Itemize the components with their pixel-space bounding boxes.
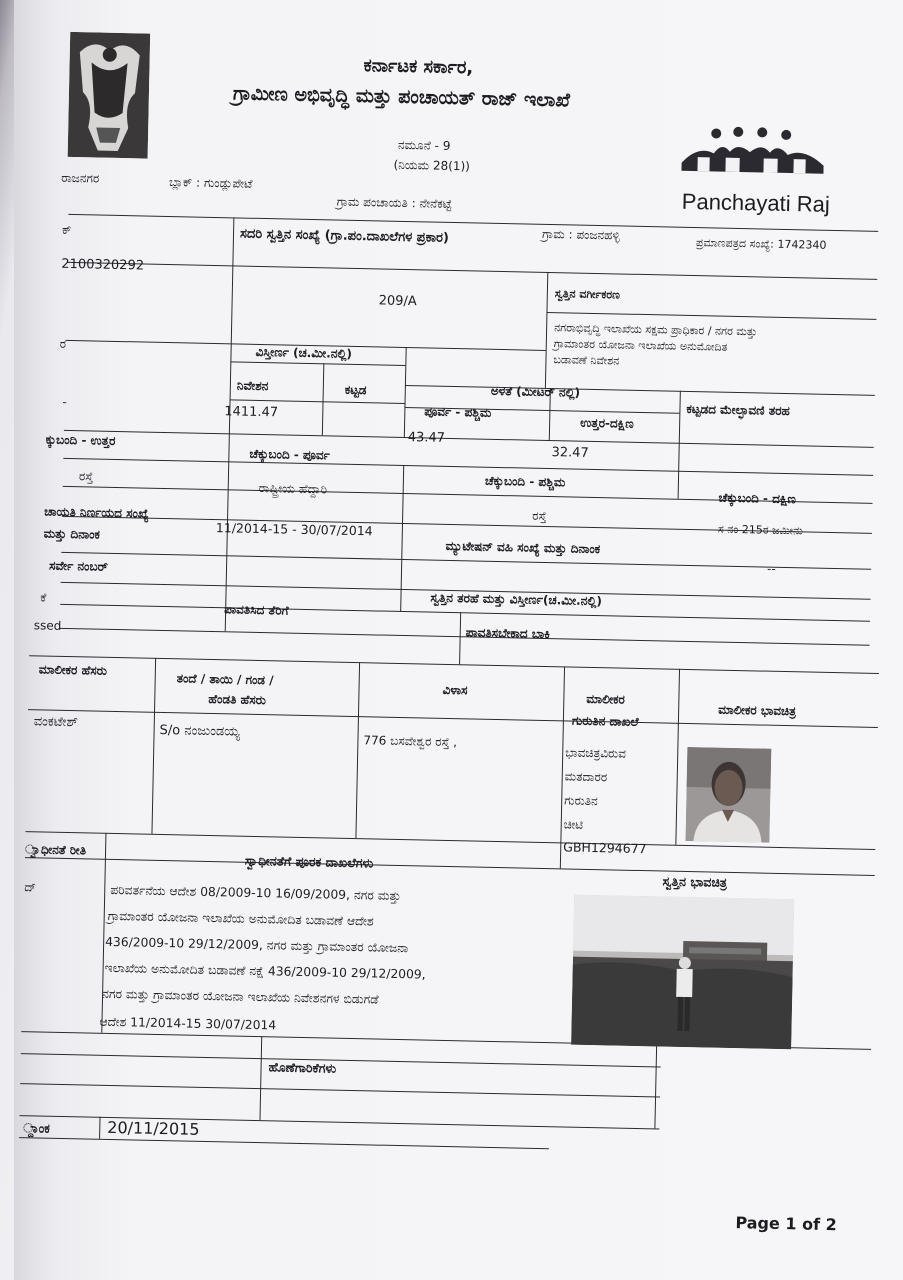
- tax-due-label: ಪಾವತಿಸಬೇಕಾದ ಬಾಕಿ: [465, 625, 550, 642]
- docs-line-2: ಗ್ರಾಮಾಂತರ ಯೋಜನಾ ಇಲಾಖೆಯ ಅನುಮೋದಿತ ಬಡಾವಣೆ ಆದೇಶ: [107, 908, 374, 929]
- classification-line-3: ಬಡಾವಣೆ ನಿವೇಶನ: [553, 353, 620, 368]
- liabilities-label: ಹೊಣೆಗಾರಿಕೆಗಳು: [268, 1059, 337, 1076]
- owner-id-line-3: ಗುರುತಿನ: [564, 793, 598, 809]
- property-photo-label: ಸ್ವತ್ತಿನ ಭಾವಚಿತ್ರ: [662, 873, 728, 890]
- east-boundary-value: ರಾಷ್ಟ್ರೀಯ ಹೆದ್ದಾರಿ: [258, 480, 328, 497]
- dimension-label: ಅಳತೆ (ಮೀಟರ್ ನಲ್ಲಿ): [490, 383, 581, 400]
- building-label: ಕಟ್ಟಡ: [344, 382, 367, 398]
- resolution-label-1: ಚಾಯತಿ ನಿರ್ಣಯದ ಸಂಖ್ಯೆ: [44, 504, 149, 521]
- classification-line-1: ನಗರಾಭಿವೃದ್ಧಿ ಇಲಾಖೆಯ ಸಕ್ಷಮ ಪ್ರಾಧಿಕಾರ / ನಗರ ಮತ್ತು: [554, 321, 758, 339]
- north-boundary-label: ಕ್ಕುಬಂದಿ - ಉತ್ತರ: [45, 432, 116, 448]
- address-value: 776 ಬಸವೇಶ್ವರ ರಸ್ತೆ ,: [363, 733, 458, 750]
- gram-panchayat: ಗ್ರಾಮ ಪಂಚಾಯತಿ : ನೇನೆಕಟ್ಟೆ: [336, 194, 453, 211]
- area-label: ವಿಸ್ತೀರ್ಣ (ಚ.ಮೀ.ನಲ್ಲಿ): [255, 344, 353, 361]
- site-label: ನಿವೇಶನ: [236, 378, 269, 394]
- east-boundary-label: ಚೆಕ್ಕುಬಂದಿ - ಪೂರ್ವ: [249, 446, 330, 463]
- docs-line-1: ಪರಿವರ್ತನೆಯ ಆದೇಶ 08/2009-10 16/09/2009, ನಗರ ಮತ್ತು: [110, 882, 402, 904]
- docs-line-6: ಆದೇಶ 11/2014-15 30/07/2014: [99, 1014, 277, 1033]
- owner-name-value: ವಂಕಟೇಶ್: [33, 714, 79, 731]
- village-name: ಗ್ರಾಮ : ಪಂಜನಹಳ್ಳಿ: [541, 226, 620, 243]
- owner-id-line-2: ಮತದಾರರ: [564, 769, 608, 785]
- property-photo: [571, 895, 794, 1050]
- block-name: ಬ್ಲಾಕ್ : ಗುಂಡ್ಲುಪೇಟೆ: [168, 175, 253, 191]
- east-west-label: ಪೂರ್ವ - ಪಶ್ಚಿಮ: [424, 404, 492, 420]
- south-boundary-label: ಚೆಕ್ಕುಬಂದಿ - ದಕ್ಷಿಣ: [718, 490, 797, 507]
- relation-label-1: ತಂದೆ / ತಾಯಿ / ಗಂಡ /: [176, 671, 274, 688]
- classification-label: ಸ್ವತ್ತಿನ ವರ್ಗೀಕರಣ: [554, 287, 621, 302]
- address-label: ವಿಳಾಸ: [442, 682, 468, 698]
- ownership-mode-label: ್ವಾಧೀನತೆ ರೀತಿ: [24, 842, 87, 858]
- north-boundary-value: ರಸ್ತೆ: [78, 469, 94, 484]
- owner-id-number: GBH1294677: [563, 839, 647, 857]
- left-fragment-k: ಕೆ: [40, 590, 47, 605]
- east-west-value: 43.47: [407, 430, 446, 446]
- west-boundary-label: ಚೆಕ್ಕುಬಂದಿ - ಪಶ್ಚಿಮ: [484, 473, 566, 490]
- relation-value: S/o ನಂಜುಂಡಯ್ಯ: [159, 722, 241, 740]
- supporting-docs-label: ಸ್ವಾಧೀನತೆಗೆ ಪೂರಕ ದಾಖಲೆಗಳು: [244, 852, 374, 871]
- page-number: Page 1 of 2: [735, 1213, 837, 1235]
- classification-line-2: ಗ್ರಾಮಾಂತರ ಯೋಜನಾ ಇಲಾಖೆಯ ಅನುಮೋದಿತ: [553, 337, 728, 354]
- property-type-label: ಸ್ವತ್ತಿನ ತರಹೆ ಮತ್ತು ವಿಸ್ತೀರ್ಣ(ಚ.ಮೀ.ನಲ್ಲಿ): [430, 590, 603, 609]
- owner-id-label-1: ಮಾಲೀಕರ: [586, 691, 626, 707]
- certificate-number: ಪ್ರಮಾಣಪತ್ರದ ಸಂಖ್ಯೆ: 1742340: [695, 236, 827, 252]
- owner-photo: [685, 747, 771, 843]
- owner-photo-label: ಮಾಲೀಕರ ಭಾವಚಿತ್ರ: [718, 702, 797, 719]
- site-area-value: 1411.47: [224, 404, 279, 421]
- owner-id-label-2: ಗುರುತಿನ ದಾಖಲೆ: [571, 713, 639, 729]
- north-south-value: 32.47: [551, 445, 589, 461]
- row-fragment-sl: ಕ್: [61, 222, 72, 237]
- department-title: ಗ್ರಾಮೀಣ ಅಭಿವೃದ್ಧಿ ಮತ್ತು ಪಂಚಾಯತ್ ರಾಜ್ ಇಲಾಖೆ: [232, 82, 571, 112]
- tax-paid-label: ಪಾವತಿಸಿದ ತೆರಿಗೆ: [224, 602, 289, 618]
- date-value: 20/11/2015: [107, 1117, 200, 1139]
- ownership-mode-fragment: ದ್: [24, 880, 37, 895]
- resolution-value: 11/2014-15 - 30/07/2014: [215, 520, 373, 539]
- docs-line-5: ನಗರ ಮತ್ತು ಗ್ರಾಮಾಂತರ ಯೋಜನಾ ಇಲಾಖೆಯ ನಿವೇಶನಗಳ ಬಿಡುಗಡೆ: [101, 986, 379, 1007]
- government-title: ಕರ್ನಾಟಕ ಸರ್ಕಾರ,: [363, 55, 474, 79]
- owner-id-line-1: ಭಾವಚಿತ್ರವಿರುವ: [565, 745, 627, 761]
- owner-id-line-4: ಚೀಟಿ: [563, 817, 584, 832]
- mutation-value: --: [766, 561, 776, 576]
- property-id-label: ಸದರಿ ಸ್ವತ್ತಿನ ಸಂಖ್ಯೆ (ಗ್ರಾ.ಪಂ.ದಾಖಲೆಗಳ ಪ್ರಕಾರ): [239, 226, 450, 246]
- mutation-label: ಮ್ಯುಟೇಷನ್ ವಹಿ ಸಂಖ್ಯೆ ಮತ್ತು ದಿನಾಂಕ: [445, 538, 601, 557]
- north-south-label: ಉತ್ತರ-ದಕ್ಷಿಣ: [580, 415, 634, 431]
- date-label: ್ದಾಂಕ: [23, 1120, 51, 1136]
- rule-number: (ನಿಯಮ 28(1)): [393, 157, 471, 174]
- owner-name-label: ಮಾಲೀಕರ ಹೆಸರು: [38, 662, 108, 678]
- property-id-left: 2100320292: [61, 256, 145, 274]
- panchayati-raj-logo-icon: [677, 123, 830, 186]
- left-fragment-1: ರ: [59, 336, 67, 351]
- south-boundary-value: ಸ ನಂ 215ರ ಜಮೀನು: [717, 522, 803, 538]
- property-id-value: 209/A: [378, 293, 417, 310]
- left-fragment-ssed: ssed: [33, 618, 62, 633]
- left-fragment-2: -: [62, 394, 67, 409]
- floor-type-label: ಕಟ್ಟಡದ ಮೇಲ್ಛಾವಣಿ ತರಹ: [686, 401, 790, 419]
- karnataka-emblem: [68, 32, 151, 159]
- logo-text: Panchayati Raj: [681, 188, 831, 217]
- docs-line-3: 436/2009-10 29/12/2009, ನಗರ ಮತ್ತು ಗ್ರಾಮಾಂತರ ಯೋಜನಾ: [105, 934, 409, 956]
- west-boundary-value: ರಸ್ತೆ: [532, 508, 547, 523]
- survey-number-label: ಸರ್ವೇ ನಂಬರ್: [48, 558, 108, 574]
- resolution-label-2: ಮತ್ತು ದಿನಾಂಕ: [43, 526, 101, 542]
- district-fragment: ರಾಜನಗರ: [61, 170, 100, 186]
- docs-line-4: ಇಲಾಖೆಯ ಅನುಮೋದಿತ ಬಡಾವಣೆ ನಕ್ಷೆ 436/2009-10 29/12/2009,: [104, 960, 426, 982]
- form-number: ನಮೂನೆ - 9: [397, 137, 451, 153]
- relation-label-2: ಹೆಂಡತಿ ಹೆಸರು: [208, 691, 267, 708]
